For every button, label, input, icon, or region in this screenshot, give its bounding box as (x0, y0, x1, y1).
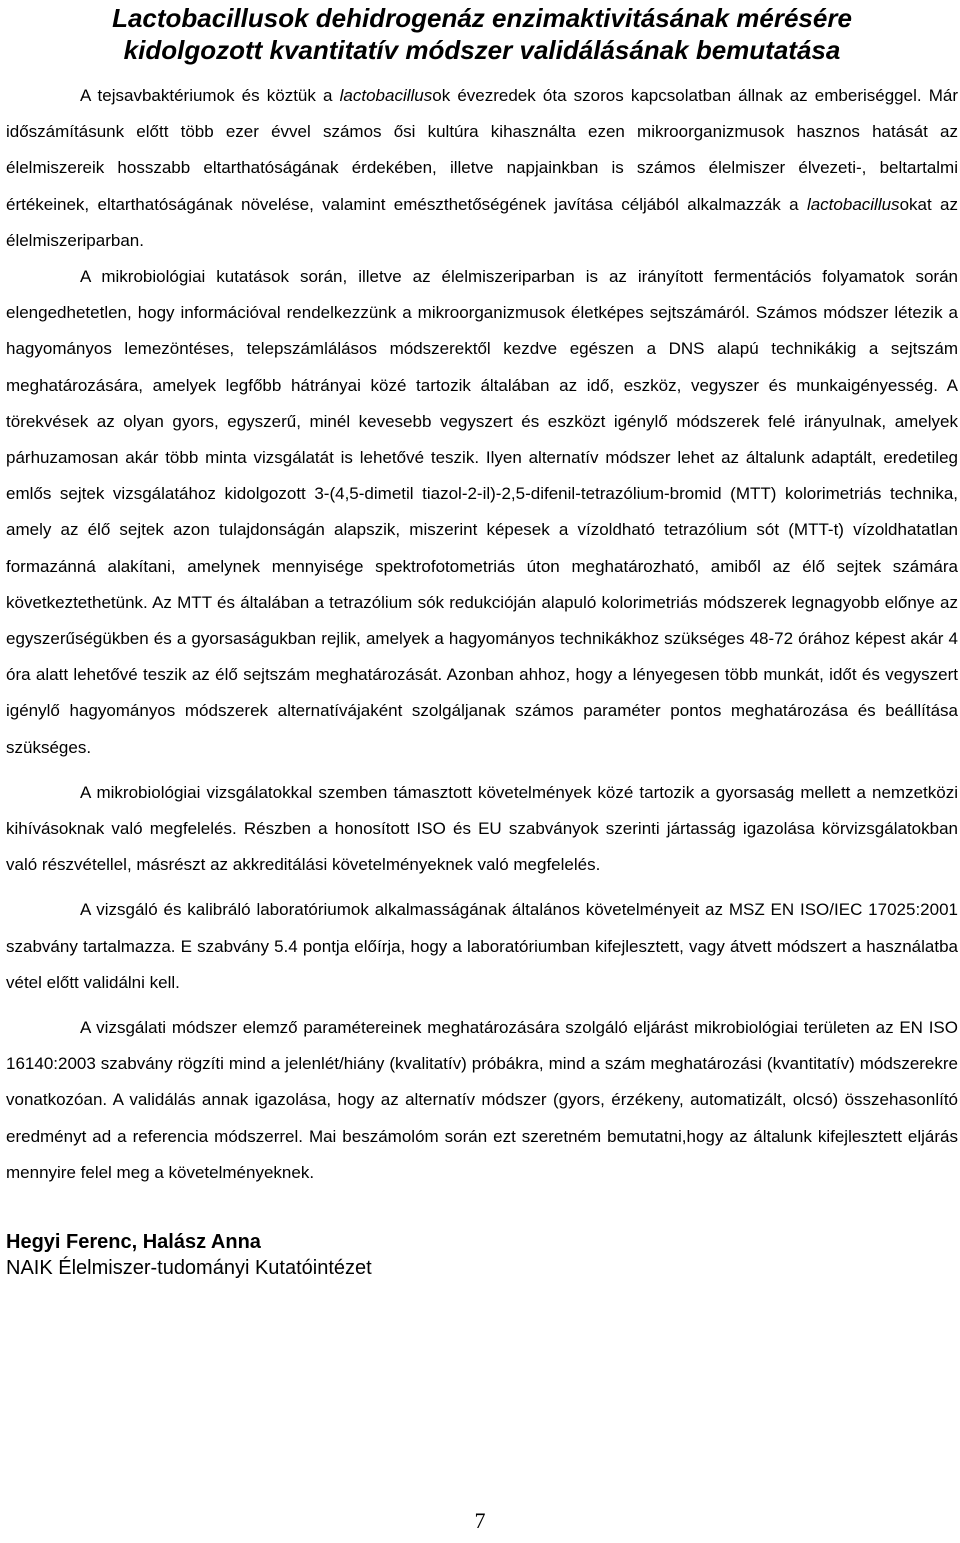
page-number: 7 (474, 1508, 486, 1533)
paragraph-5: A vizsgálati módszer elemző paramétereinek meghatározására szolgáló eljárást mikrobiológiai területen az EN ISO 16140:2003 szabvány rögzíti mind a jelenlét/hiány (kvalitatív) próbákra, mind a szám meghatározási (kvantitatív) módszerekre vonatkozóan. A validálás annak igazolása, hogy az alternatív módszer (gyors, érzékeny, automatizált, olcsó) összehasonlító eredményt ad a referencia módszerrel. Mai beszámolóm során ezt szeretném bemutatni,hogy az általunk kifejlesztett eljárás mennyire felel meg a követelményeknek. (6, 1018, 958, 1182)
title-line-1-rest: ok dehidrogenáz enzimaktivitásának mérésére (278, 3, 852, 33)
paragraph-2: A mikrobiológiai kutatások során, illetve az élelmiszeriparban is az irányított fermentációs folyamatok során elengedhetetlen, hogy információval rendelkezzünk a mikroorganizmusok életképes sejtszámáról. Számos módszer létezik a hagyományos lemezöntéses, telepszámlálásos módszerektől kezdve egészen a DNS alapú technikákig a sejtszám meghatározására, amelyek legfőbb hátrányai közé tartozik általában az idő, eszköz, vegyszer és munkaigényesség. A törekvések az olyan gyors, egyszerű, minél kevesebb vegyszert és eszközt igénylő módszerek felé irányulnak, amelyek párhuzamosan akár több minta vizsgálatát is lehetővé teszik. Ilyen alternatív módszer lehet az általunk adaptált, eredetileg emlős sejtek vizsgálatához kidolgozott 3-(4,5-dimetil tiazol-2-il)-2,5-difenil-tetrazólium-bromid (MTT) kolorimetriás technika, amely az élő sejtek azon tulajdonságán alapszik, miszerint képesek a vízoldható tetrazólium sót (MTT-t) vízoldhatatlan formazánná alakítani, amelynek mennyisége spektrofotometriás úton meghatározható, amiből az élő sejtek számára következtethetünk. Az MTT és általában a tetrazólium sók redukcióján alapuló kolorimetriás módszerek legnagyobb előnye az egyszerűségükben és a gyorsaságukban rejlik, amelyek a hagyományos technikákhoz szükséges 48-72 órához képest akár 4 óra alatt lehetővé teszik az élő sejtszám meghatározását. Azonban ahhoz, hogy a lényegesen több munkát, időt és vegyszert igénylő hagyományos módszerek alternatívájaként szolgáljanak számos paraméter pontos meghatározása és beállítása szükséges. (6, 267, 958, 757)
paragraph-1 (6, 78, 958, 259)
author-block (6, 1229, 958, 1281)
author-institution: NAIK Élelmiszer-tudományi Kutatóintézet (6, 1257, 372, 1280)
title-line-2: kidolgozott kvantitatív módszer validálásának bemutatása (123, 35, 841, 65)
paragraph-1-italic-term-2: lactobacillus (806, 194, 900, 214)
paragraph-1-part-c: okat az élelmiszeriparban. (6, 194, 959, 250)
paragraph-3: A mikrobiológiai vizsgálatokkal szemben támasztott követelmények közé tartozik a gyorsaság mellett a nemzetközi kihívásoknak való megfelelés. Részben a honosított ISO és EU szabványok szerinti jártasság igazolása körvizsgálatokban való részvétellel, másrészt az akkreditálási követelményeknek való megfelelés. (6, 782, 958, 875)
author-names: Hegyi Ferenc, Halász Anna (6, 1231, 261, 1254)
paragraph-1-italic-term-1: lactobacillus (339, 86, 433, 105)
title-italic-term: Lactobacillus (112, 3, 279, 33)
document-page (6, 0, 958, 1281)
document-body (6, 78, 958, 1191)
document-title (6, 0, 958, 66)
paragraph-1-part-b: ok évezredek óta szoros kapcsolatban állnak az emberiséggel. Már időszámításunk előtt több ezer évvel számos ősi kultúra kihasználta ezen mikroorganizmusok hasznos hatását az élelmiszereik hosszabb eltarthatóságának érdekében, illetve napjainkban is számos élelmiszer élvezeti-, beltartalmi értékeinek, eltarthatóságának növelése, valamint emészthetőségének javítása céljából alkalmazzák a (6, 86, 959, 214)
paragraph-1-part-a: A tejsavbaktériumok és köztük a (80, 86, 340, 105)
title-line-1 (6, 2, 958, 34)
paragraph-4: A vizsgáló és kalibráló laboratóriumok alkalmasságának általános követelményeit az MSZ EN ISO/IEC 17025:2001 szabvány tartalmazza. E szabvány 5.4 pontja előírja, hogy a laboratóriumban kifejlesztett, vagy átvett módszert a használatba vétel előtt validálni kell. (6, 900, 958, 992)
